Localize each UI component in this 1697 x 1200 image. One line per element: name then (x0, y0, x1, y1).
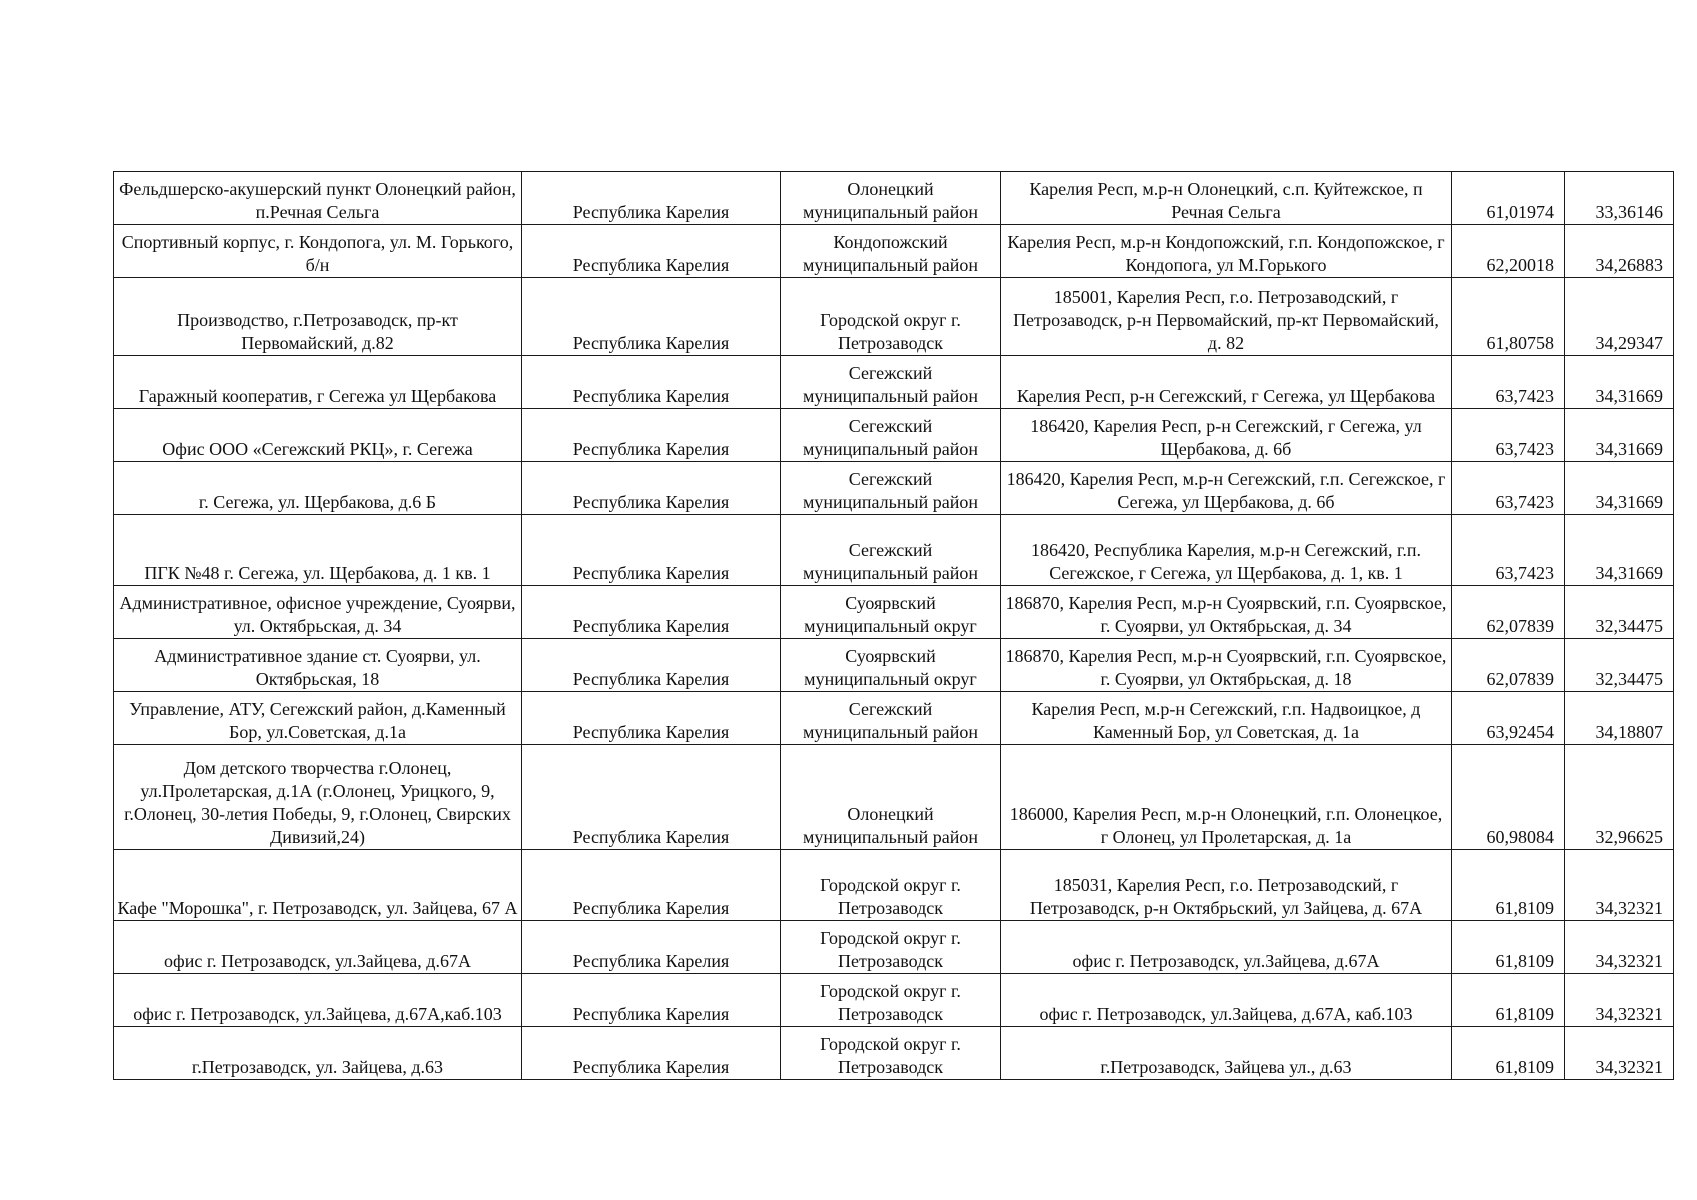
region-cell: Республика Карелия (522, 639, 781, 692)
region-cell: Республика Карелия (522, 356, 781, 409)
longitude-cell: 34,31669 (1565, 409, 1674, 462)
region-cell: Республика Карелия (522, 172, 781, 225)
municipality-cell: Кондопожский муниципальный район (781, 225, 1001, 278)
name-cell: офис г. Петрозаводск, ул.Зайцева, д.67А,каб.103 (114, 974, 522, 1027)
table-row (114, 225, 1674, 278)
address-cell: г.Петрозаводск, Зайцева ул., д.63 (1001, 1027, 1452, 1080)
table-row (114, 278, 1674, 356)
municipality-cell: Сегежский муниципальный район (781, 356, 1001, 409)
name-cell: Офис ООО «Сегежский РКЦ», г. Сегежа (114, 409, 522, 462)
name-cell: ПГК №48 г. Сегежа, ул. Щербакова, д. 1 кв. 1 (114, 515, 522, 586)
region-cell: Республика Карелия (522, 278, 781, 356)
longitude-cell: 32,96625 (1565, 745, 1674, 850)
address-cell: Карелия Респ, р-н Сегежский, г Сегежа, ул Щербакова (1001, 356, 1452, 409)
name-cell: г. Сегежа, ул. Щербакова, д.6 Б (114, 462, 522, 515)
address-cell: Карелия Респ, м.р-н Кондопожский, г.п. Кондопожское, г Кондопога, ул М.Горького (1001, 225, 1452, 278)
region-cell: Республика Карелия (522, 1027, 781, 1080)
address-cell: Карелия Респ, м.р-н Сегежский, г.п. Надвоицкое, д Каменный Бор, ул Советская, д. 1а (1001, 692, 1452, 745)
latitude-cell: 61,80758 (1452, 278, 1565, 356)
table-row (114, 745, 1674, 850)
longitude-cell: 32,34475 (1565, 586, 1674, 639)
longitude-cell: 34,32321 (1565, 850, 1674, 921)
name-cell: Спортивный корпус, г. Кондопога, ул. М. Горького, б/н (114, 225, 522, 278)
latitude-cell: 61,8109 (1452, 974, 1565, 1027)
table-row (114, 586, 1674, 639)
address-cell: офис г. Петрозаводск, ул.Зайцева, д.67А (1001, 921, 1452, 974)
region-cell: Республика Карелия (522, 225, 781, 278)
latitude-cell: 63,7423 (1452, 356, 1565, 409)
longitude-cell: 34,18807 (1565, 692, 1674, 745)
address-cell: Карелия Респ, м.р-н Олонецкий, с.п. Куйтежское, п Речная Сельга (1001, 172, 1452, 225)
table-row (114, 515, 1674, 586)
name-cell: Административное здание ст. Суоярви, ул. Октябрьская, 18 (114, 639, 522, 692)
address-cell: 186000, Карелия Респ, м.р-н Олонецкий, г.п. Олонецкое, г Олонец, ул Пролетарская, д. 1а (1001, 745, 1452, 850)
longitude-cell: 34,32321 (1565, 974, 1674, 1027)
table-row (114, 974, 1674, 1027)
table-row (114, 850, 1674, 921)
municipality-cell: Сегежский муниципальный район (781, 409, 1001, 462)
name-cell: г.Петрозаводск, ул. Зайцева, д.63 (114, 1027, 522, 1080)
longitude-cell: 34,32321 (1565, 1027, 1674, 1080)
table-row (114, 921, 1674, 974)
longitude-cell: 34,31669 (1565, 515, 1674, 586)
latitude-cell: 63,92454 (1452, 692, 1565, 745)
latitude-cell: 63,7423 (1452, 409, 1565, 462)
municipality-cell: Городской округ г. Петрозаводск (781, 850, 1001, 921)
municipality-cell: Сегежский муниципальный район (781, 462, 1001, 515)
latitude-cell: 62,07839 (1452, 586, 1565, 639)
longitude-cell: 33,36146 (1565, 172, 1674, 225)
longitude-cell: 34,31669 (1565, 356, 1674, 409)
municipality-cell: Олонецкий муниципальный район (781, 745, 1001, 850)
latitude-cell: 61,8109 (1452, 921, 1565, 974)
latitude-cell: 63,7423 (1452, 462, 1565, 515)
municipality-cell: Сегежский муниципальный район (781, 692, 1001, 745)
region-cell: Республика Карелия (522, 692, 781, 745)
latitude-cell: 63,7423 (1452, 515, 1565, 586)
longitude-cell: 34,32321 (1565, 921, 1674, 974)
municipality-cell: Сегежский муниципальный район (781, 515, 1001, 586)
table-row (114, 692, 1674, 745)
region-cell: Республика Карелия (522, 409, 781, 462)
address-cell: 186420, Карелия Респ, м.р-н Сегежский, г.п. Сегежское, г Сегежа, ул Щербакова, д. 6б (1001, 462, 1452, 515)
longitude-cell: 34,29347 (1565, 278, 1674, 356)
name-cell: Дом детского творчества г.Олонец, ул.Пролетарская, д.1А (г.Олонец, Урицкого, 9, г.Олонец, 30-летия Победы, 9, г.Олонец, Свирских Дивизий,24) (114, 745, 522, 850)
name-cell: офис г. Петрозаводск, ул.Зайцева, д.67А (114, 921, 522, 974)
table-row (114, 356, 1674, 409)
address-cell: 186420, Республика Карелия, м.р-н Сегежский, г.п. Сегежское, г Сегежа, ул Щербакова, д. 1, кв. 1 (1001, 515, 1452, 586)
name-cell: Административное, офисное учреждение, Суоярви, ул. Октябрьская, д. 34 (114, 586, 522, 639)
table-body (114, 172, 1674, 1080)
name-cell: Фельдшерско-акушерский пункт Олонецкий район, п.Речная Сельга (114, 172, 522, 225)
longitude-cell: 32,34475 (1565, 639, 1674, 692)
address-cell: офис г. Петрозаводск, ул.Зайцева, д.67А, каб.103 (1001, 974, 1452, 1027)
municipality-cell: Городской округ г. Петрозаводск (781, 921, 1001, 974)
table-row (114, 1027, 1674, 1080)
region-cell: Республика Карелия (522, 515, 781, 586)
name-cell: Производство, г.Петрозаводск, пр-кт Первомайский, д.82 (114, 278, 522, 356)
region-cell: Республика Карелия (522, 586, 781, 639)
region-cell: Республика Карелия (522, 921, 781, 974)
address-cell: 186870, Карелия Респ, м.р-н Суоярвский, г.п. Суоярвское, г. Суоярви, ул Октябрьская, д. 34 (1001, 586, 1452, 639)
objects-table (113, 171, 1674, 1080)
table-row (114, 409, 1674, 462)
region-cell: Республика Карелия (522, 974, 781, 1027)
longitude-cell: 34,26883 (1565, 225, 1674, 278)
municipality-cell: Городской округ г. Петрозаводск (781, 974, 1001, 1027)
region-cell: Республика Карелия (522, 850, 781, 921)
address-cell: 185031, Карелия Респ, г.о. Петрозаводский, г Петрозаводск, р-н Октябрьский, ул Зайцева, д. 67А (1001, 850, 1452, 921)
address-cell: 186870, Карелия Респ, м.р-н Суоярвский, г.п. Суоярвское, г. Суоярви, ул Октябрьская, д. 18 (1001, 639, 1452, 692)
municipality-cell: Олонецкий муниципальный район (781, 172, 1001, 225)
name-cell: Управление, АТУ, Сегежский район, д.Каменный Бор, ул.Советская, д.1а (114, 692, 522, 745)
latitude-cell: 62,20018 (1452, 225, 1565, 278)
latitude-cell: 61,01974 (1452, 172, 1565, 225)
address-cell: 185001, Карелия Респ, г.о. Петрозаводский, г Петрозаводск, р-н Первомайский, пр-кт Первомайский, д. 82 (1001, 278, 1452, 356)
region-cell: Республика Карелия (522, 745, 781, 850)
table-row (114, 172, 1674, 225)
latitude-cell: 60,98084 (1452, 745, 1565, 850)
longitude-cell: 34,31669 (1565, 462, 1674, 515)
name-cell: Кафе "Морошка", г. Петрозаводск, ул. Зайцева, 67 А (114, 850, 522, 921)
latitude-cell: 61,8109 (1452, 1027, 1565, 1080)
municipality-cell: Городской округ г. Петрозаводск (781, 278, 1001, 356)
address-cell: 186420, Карелия Респ, р-н Сегежский, г Сегежа, ул Щербакова, д. 6б (1001, 409, 1452, 462)
table-row (114, 639, 1674, 692)
latitude-cell: 61,8109 (1452, 850, 1565, 921)
name-cell: Гаражный кооператив, г Сегежа ул Щербакова (114, 356, 522, 409)
table-row (114, 462, 1674, 515)
municipality-cell: Суоярвский муниципальный округ (781, 586, 1001, 639)
latitude-cell: 62,07839 (1452, 639, 1565, 692)
region-cell: Республика Карелия (522, 462, 781, 515)
municipality-cell: Суоярвский муниципальный округ (781, 639, 1001, 692)
municipality-cell: Городской округ г. Петрозаводск (781, 1027, 1001, 1080)
